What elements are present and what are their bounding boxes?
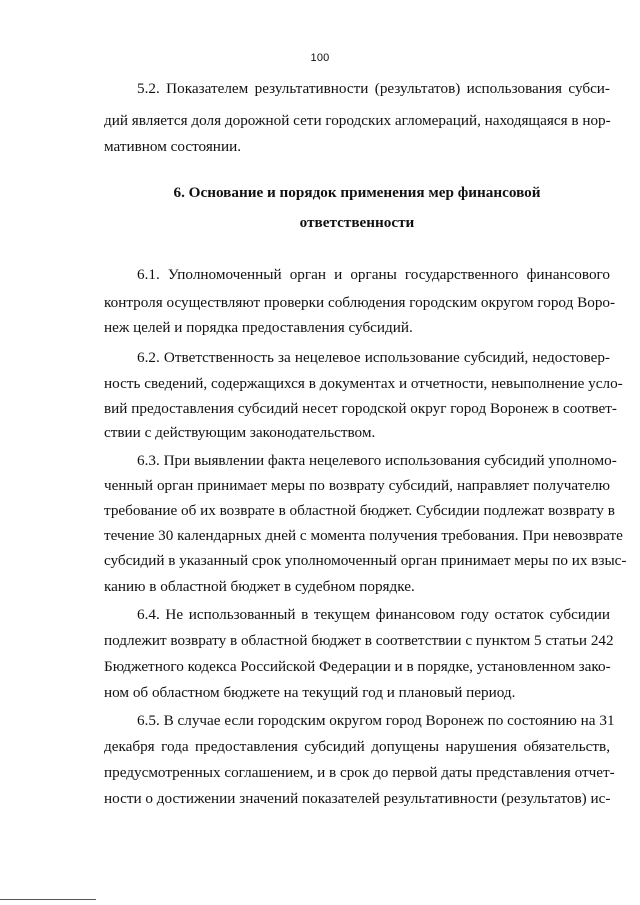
paragraph-line: вий предоставления субсидий несет городской округ город Воронеж в соответ- [104,400,617,417]
footer-rule [0,899,96,900]
paragraph-line: подлежит возврату в областной бюджет в соответствии с пунктом 5 статьи 242 [104,632,614,649]
paragraph-line: ном об областном бюджете на текущий год и плановый период. [104,684,516,701]
paragraph-line: 6.3. При выявлении факта нецелевого использования субсидий уполномо- [137,452,617,469]
paragraph-line: требование об их возврате в областной бюджет. Субсидии подлежат возврату в [104,502,615,519]
paragraph-line: неж целей и порядка предоставления субсидий. [104,319,413,336]
paragraph-line: 6.4. Не использованный в текущем финансовом году остаток субсидии [137,606,610,623]
paragraph-line: контроля осуществляют проверки соблюдения городским округом город Воро- [104,294,616,311]
paragraph-line: дий является доля дорожной сети городских агломераций, находящаяся в нор- [104,112,611,129]
page-number: 100 [310,52,330,64]
paragraph-line: предусмотренных соглашением, и в срок до первой даты представления отчет- [104,764,615,781]
paragraph-line: 6.2. Ответственность за нецелевое использование субсидий, недостовер- [137,349,610,366]
paragraph-line: ченный орган принимает меры по возврату субсидий, направляет получателю [104,477,610,494]
paragraph-line: мативном состоянии. [104,138,241,155]
paragraph-line: ности о достижении значений показателей результативности (результатов) ис- [104,790,611,807]
paragraph-line: декабря года предоставления субсидий допущены нарушения обязательств, [104,738,610,755]
paragraph-line: субсидий в указанный срок уполномоченный орган принимает меры по их взыс- [104,552,627,569]
section-heading-line: ответственности [299,214,415,231]
paragraph-line: канию в областной бюджет в судебном порядке. [104,578,415,595]
section-heading-line: 6. Основание и порядок применения мер финансовой [173,184,541,201]
paragraph-line: течение 30 календарных дней с момента получения требования. При невозврате [104,527,623,544]
paragraph-line: 5.2. Показателем результативности (результатов) использования субси- [137,80,610,97]
paragraph-line: ствии с действующим законодательством. [104,424,376,441]
paragraph-line: ность сведений, содержащихся в документах и отчетности, невыполнение усло- [104,375,623,392]
paragraph-line: 6.5. В случае если городским округом город Воронеж по состоянию на 31 [137,712,615,729]
paragraph-line: Бюджетного кодекса Российской Федерации и в порядке, установленном зако- [104,658,611,675]
paragraph-line: 6.1. Уполномоченный орган и органы государственного финансового [137,266,610,283]
